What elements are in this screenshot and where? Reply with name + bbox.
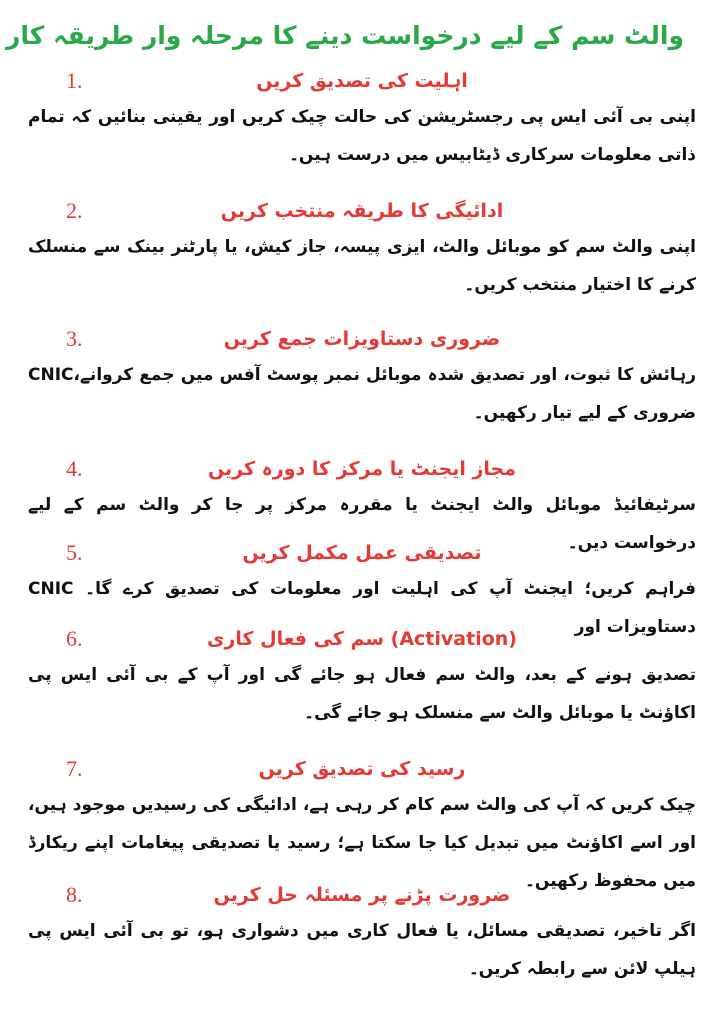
step-number: 8. [66,882,83,907]
step-number: 6. [66,626,83,651]
step-heading: ضروری دستاویزات جمع کریں [223,328,501,350]
step-header [0,878,724,912]
step-body: فراہم کریں؛ ایجنٹ آپ کی اہلیت اور معلومات کی تصدیق کرے گا۔ CNIC دستاویزات اور [28,579,696,637]
step-body: اگر تاخیر، تصدیقی مسائل، یا فعال کاری میں دشواری ہو، تو بی آئی ایس پی ہیلپ لائن سے رابطہ کریں۔ [28,921,696,979]
step-2 [0,194,724,304]
step-1 [0,64,724,174]
step-number: 4. [66,456,83,481]
step-6 [0,622,724,732]
step-heading: مجاز ایجنٹ یا مرکز کا دورہ کریں [207,458,517,480]
step-heading: رسید کی تصدیق کریں [258,758,466,780]
step-header [0,752,724,786]
step-8 [0,878,724,988]
step-heading: (Activation) سم کی فعال کاری [207,628,517,650]
step-number: 7. [66,756,83,781]
step-number: 1. [66,68,83,93]
step-body: چیک کریں کہ آپ کی والٹ سم کام کر رہی ہے، ادائیگی کی رسیدیں موجود ہیں، اور اسے اکاؤنٹ میں تبدیل کیا جا سکتا ہے؛ رسید یا تصدیقی پیغامات اپنے ریکارڈ میں محفوظ رکھیں۔ [28,795,696,891]
step-header [0,322,724,356]
step-body: سرٹیفائیڈ موبائل والٹ ایجنٹ یا مقررہ مرکز پر جا کر والٹ سم کے لیے درخواست دیں۔ [28,495,696,553]
step-header [0,194,724,228]
step-number: 2. [66,198,83,223]
step-body: رہائش کا ثبوت، اور تصدیق شدہ موبائل نمبر پوسٹ آفس میں جمع کروانے،CNIC ضروری کے لیے تیار رکھیں۔ [28,365,696,423]
step-number: 5. [66,540,83,565]
step-number: 3. [66,326,83,351]
step-heading: تصدیقی عمل مکمل کریں [242,542,482,564]
step-header [0,452,724,486]
step-heading: ادائیگی کا طریقہ منتخب کریں [220,200,504,222]
step-header [0,622,724,656]
step-body: اپنی والٹ سم کو موبائل والٹ، ایزی پیسہ، جاز کیش، یا پارٹنر بینک سے منسلک کرنے کا اختیار منتخب کریں۔ [28,237,696,295]
step-3 [0,322,724,432]
step-header [0,64,724,98]
step-header [0,536,724,570]
step-heading: اہلیت کی تصدیق کریں [256,70,468,92]
step-heading: ضرورت پڑنے پر مسئلہ حل کریں [213,884,511,906]
page-title: والٹ سم کے لیے درخواست دینے کا مرحلہ وار طریقہ کار [6,21,684,50]
step-body: تصدیق ہونے کے بعد، والٹ سم فعال ہو جائے گی اور آپ کے بی آئی ایس پی اکاؤنٹ یا موبائل والٹ سے منسلک ہو جائے گی۔ [28,665,696,723]
step-body: اپنی بی آئی ایس پی رجسٹریشن کی حالت چیک کریں اور یقینی بنائیں کہ تمام ذاتی معلومات سرکاری ڈیٹابیس میں درست ہیں۔ [28,107,696,165]
